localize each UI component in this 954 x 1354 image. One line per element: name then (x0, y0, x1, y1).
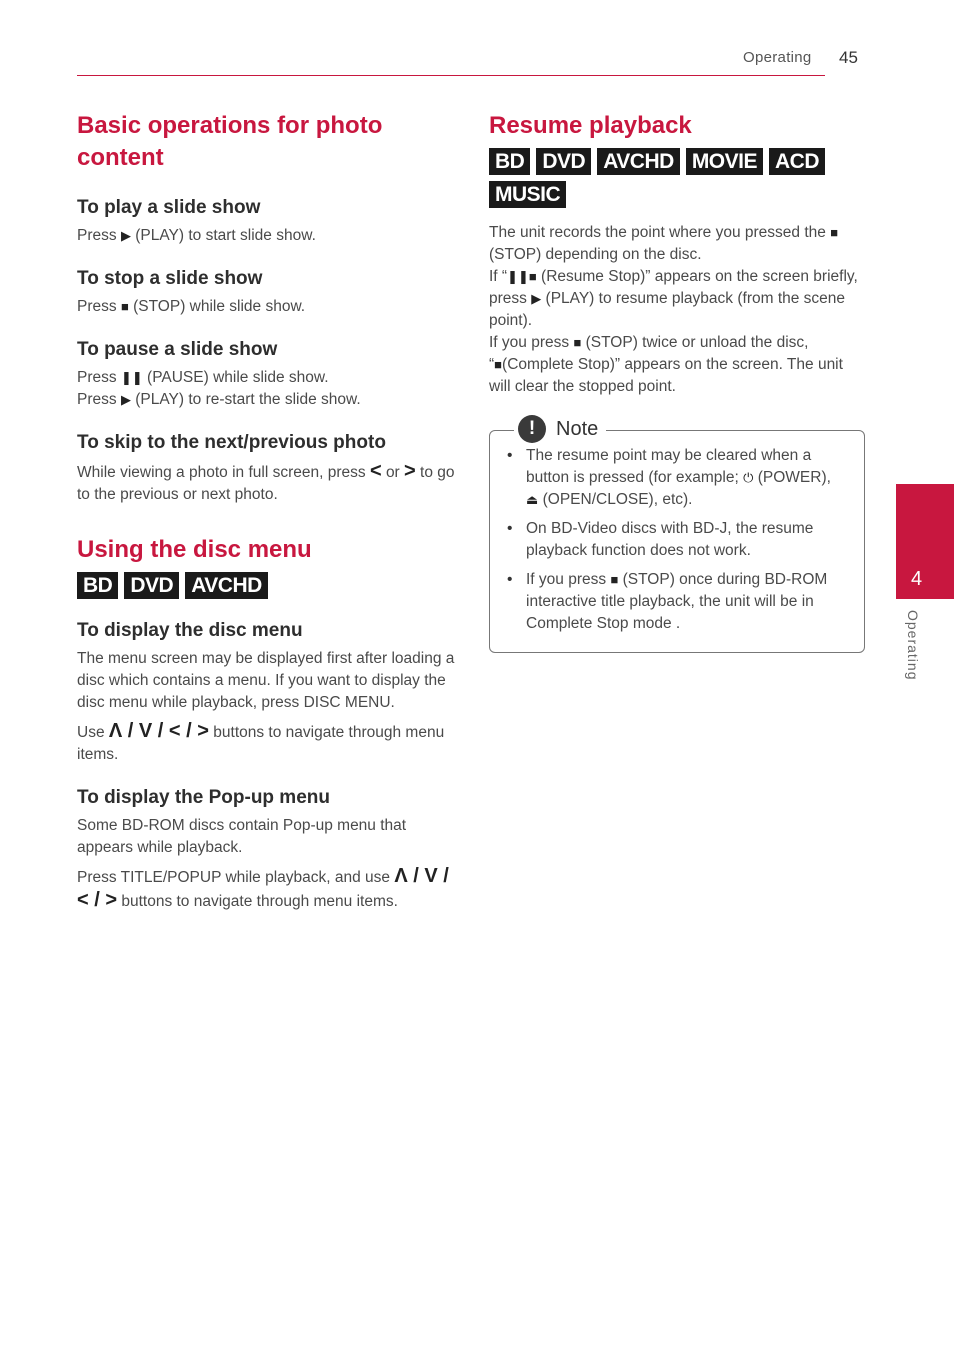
resume-text: The unit records the point where you pressed the ■ (STOP) depending on the disc. If “❚❚■ (Resume Stop)” appears on the screen briefly, press ▶ (PLAY) to resume playback (from the scene point). If you press ■ (STOP) twice or unload the disc, “■(Complete Stop)” appears on the screen. The unit will clear the stopped point. (489, 224, 858, 395)
heading-display-disc-menu: To display the disc menu (77, 620, 303, 641)
note-list (526, 445, 846, 635)
badge-bd: BD (77, 572, 118, 599)
list-item: • The resume point may be cleared when a button is pressed (for example; ⏻ (POWER), ⏏ (OPEN/CLOSE), etc). (526, 445, 846, 511)
text-popup-1: Some BD-ROM discs contain Pop-up menu that appears while playback. (77, 817, 407, 856)
stop-icon: ■ (573, 335, 582, 350)
badge-avchd: AVCHD (185, 572, 268, 599)
badge-acd: ACD (769, 148, 825, 175)
heading-display-popup-menu: To display the Pop-up menu (77, 787, 330, 808)
section-title-resume: Resume playback (489, 112, 692, 139)
header-rule (77, 75, 825, 76)
right-column (489, 110, 865, 653)
stop-icon: ■ (610, 572, 619, 587)
text-play-slide-show: Press ▶ (PLAY) to start slide show. (77, 227, 316, 244)
note-label: Note (556, 417, 599, 440)
badge-movie: MOVIE (686, 148, 763, 175)
header-section: Operating (743, 49, 812, 66)
navigation-arrows-icon: Λ / V / (394, 865, 449, 887)
badge-dvd: DVD (124, 572, 179, 599)
note-box (489, 417, 865, 653)
heading-play-slide-show: To play a slide show (77, 197, 261, 218)
stop-icon: ■ (120, 299, 129, 314)
text-popup-2: Press TITLE/POPUP while playback, and use Λ / V / < / > buttons to navigate through menu items. (77, 865, 449, 911)
list-item: • If you press ■ (STOP) once during BD-ROM interactive title playback, the unit will be in Complete Stop mode . (526, 569, 846, 635)
right-arrow-icon: > (404, 460, 416, 482)
text-stop-slide-show: Press ■ (STOP) while slide show. (77, 298, 306, 315)
badge-avchd: AVCHD (597, 148, 680, 175)
resume-stop-icon: ❚❚■ (507, 269, 537, 284)
section-title-photo: Basic operations for photo content (77, 112, 383, 171)
left-column (77, 110, 455, 913)
stop-icon: ■ (830, 225, 839, 240)
page-number: 45 (839, 48, 858, 67)
pause-icon: ❚❚ (120, 370, 143, 385)
eject-icon: ⏏ (526, 492, 539, 507)
navigation-arrows-icon: Λ / V / < / > (108, 720, 209, 742)
text-pause-slide-show: Press ❚❚ (PAUSE) while slide show. Press ▶ (PLAY) to re-start the slide show. (77, 369, 361, 408)
badge-bd: BD (489, 148, 530, 175)
section-title-disc-menu: Using the disc menu (77, 536, 312, 563)
play-icon: ▶ (120, 228, 131, 243)
heading-pause-slide-show: To pause a slide show (77, 339, 278, 360)
play-icon: ▶ (531, 291, 542, 306)
text-skip-photo: While viewing a photo in full screen, press < or > to go to the previous or next photo. (77, 460, 455, 503)
navigation-arrows-icon: < / > (77, 889, 118, 911)
power-icon: ⏻ (743, 470, 754, 485)
chapter-number: 4 (911, 568, 923, 590)
chapter-label: Operating (905, 610, 921, 681)
chapter-tab (896, 484, 954, 599)
exclamation-icon: ! (518, 415, 546, 443)
text-disc-menu-2: Use Λ / V / < / > buttons to navigate through menu items. (77, 720, 445, 763)
stop-icon: ■ (494, 357, 503, 372)
heading-skip-photo: To skip to the next/previous photo (77, 432, 386, 453)
left-arrow-icon: < (369, 460, 382, 482)
note-header (514, 415, 606, 443)
disc-badges (77, 572, 455, 599)
play-icon: ▶ (120, 392, 131, 407)
badge-dvd: DVD (536, 148, 591, 175)
text-disc-menu-1: The menu screen may be displayed first after loading a disc which contains a menu. If you want to display the disc menu while playback, press DISC MENU. (77, 650, 455, 711)
badge-music: MUSIC (489, 181, 566, 208)
heading-stop-slide-show: To stop a slide show (77, 268, 263, 289)
list-item: • On BD-Video discs with BD-J, the resume playback function does not work. (526, 518, 846, 562)
resume-badges (489, 148, 865, 208)
